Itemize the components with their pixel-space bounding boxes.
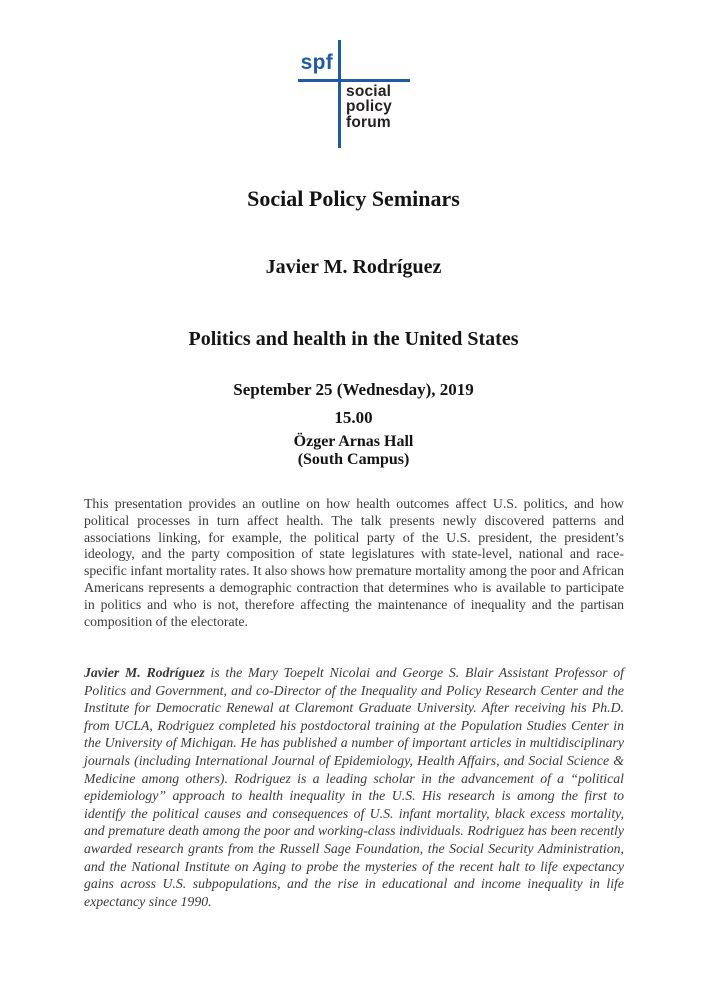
event-date: September 25 (Wednesday), 2019 xyxy=(233,380,474,399)
venue-campus: (South Campus) xyxy=(297,450,410,468)
venue-block xyxy=(0,433,707,468)
bio-text: is the Mary Toepelt Nicolai and George S. Blair Assistant Professor of Politics and Government, and co-Director of the Inequality and Policy Research Center and the Institute for Democratic Renewal at Claremont Graduate University. After receiving his Ph.D. from UCLA, Rodriguez completed his postdoctoral training at the Population Studies Center in the University of Michigan. He has published a number of important articles in multidisciplinary journals (including International Journal of Epidemiology, Health Affairs, and Social Science & Medicine among others). Rodriguez is a leading scholar in the advancement of a “political epidemiology” approach to health inequality in the U.S. His research is among the first to identify the political causes and consequences of U.S. infant mortality, black excess mortality, and premature death among the poor and working-class individuals. Rodriguez has been recently awarded research grants from the Russell Sage Foundation, the Social Security Administration, and the National Institute on Aging to probe the mysteries of the recent halt to life expectancy gains across U.S. subpopulations, and the rise in educational and income inequality in life expectancy since 1990. xyxy=(84,665,624,909)
abstract-paragraph: This presentation provides an outline on how health outcomes affect U.S. politics, and how political processes in turn affect health. The talk presents newly discovered patterns and associations linking, for example, the political party of the U.S. president, the president’s ideology, and the party composition of state legislatures with state-level, national and race-specific infant mortality rates. It also shows how premature mortality among the poor and African Americans represents a demographic contraction that determines who is available to participate in politics and who is not, therefore affecting the maintenance of inequality and the partisan composition of the electorate. xyxy=(84,496,624,629)
spf-logo-wordmark xyxy=(346,84,392,130)
series-title: Social Policy Seminars xyxy=(247,186,460,211)
logo-vertical-line xyxy=(338,40,341,148)
logo-word-policy: policy xyxy=(346,98,392,116)
logo-horizontal-line xyxy=(298,79,410,82)
event-time: 15.00 xyxy=(334,408,373,427)
talk-title: Politics and health in the United States xyxy=(188,328,519,350)
logo-word-forum: forum xyxy=(346,113,391,131)
spf-logo xyxy=(298,40,410,150)
spf-logo-abbr: spf xyxy=(300,51,333,74)
venue-name: Özger Arnas Hall xyxy=(293,433,414,450)
logo-word-social: social xyxy=(346,83,392,100)
bio-speaker-name: Javier M. Rodríguez xyxy=(84,665,205,680)
speaker-name: Javier M. Rodríguez xyxy=(265,256,442,278)
bio-paragraph xyxy=(84,664,624,910)
